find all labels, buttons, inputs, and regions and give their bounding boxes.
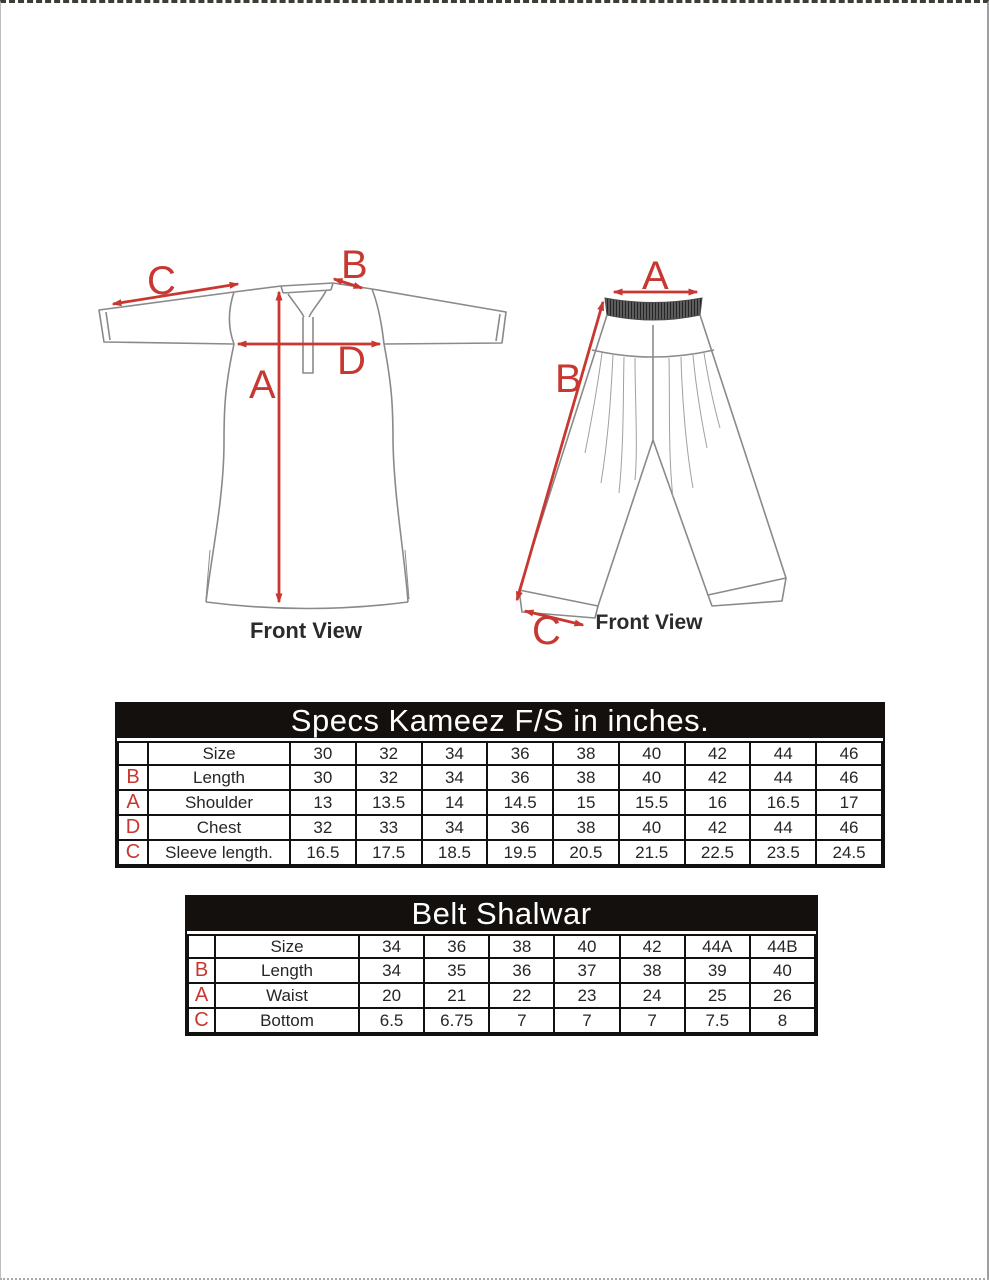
row-letter-cell: B [118, 765, 148, 790]
kameez-label-c: C [147, 259, 176, 303]
value-cell: 14.5 [487, 790, 553, 815]
value-cell: 13.5 [356, 790, 422, 815]
value-cell: 34 [422, 742, 488, 765]
table-row [118, 742, 882, 765]
value-cell: 23.5 [750, 840, 816, 865]
value-cell: 19.5 [487, 840, 553, 865]
kameez-spec-table [115, 702, 885, 868]
value-cell: 16.5 [290, 840, 356, 865]
value-cell: 30 [290, 765, 356, 790]
value-cell: 7.5 [685, 1008, 750, 1033]
kameez-caption: Front View [249, 618, 363, 643]
row-label-cell: Length [215, 958, 359, 983]
kameez-table-grid [117, 741, 883, 866]
value-cell: 25 [685, 983, 750, 1008]
value-cell: 16 [685, 790, 751, 815]
shalwar-label-c: C [532, 609, 561, 653]
table-row [188, 1008, 815, 1033]
value-cell: 26 [750, 983, 815, 1008]
value-cell: 38 [553, 742, 619, 765]
shalwar-elastic-waistband [605, 298, 702, 320]
shalwar-caption: Front View [595, 611, 703, 634]
value-cell: 36 [424, 935, 489, 958]
value-cell: 20.5 [553, 840, 619, 865]
value-cell: 21.5 [619, 840, 685, 865]
value-cell: 7 [554, 1008, 619, 1033]
value-cell: 8 [750, 1008, 815, 1033]
kameez-label-d: D [337, 339, 366, 383]
kameez-front-view-diagram [91, 243, 516, 648]
value-cell: 46 [816, 765, 882, 790]
row-letter-cell: C [188, 1008, 215, 1033]
row-label-cell: Bottom [215, 1008, 359, 1033]
shalwar-label-a: A [642, 254, 669, 298]
row-label-cell: Shoulder [148, 790, 290, 815]
value-cell: 40 [619, 765, 685, 790]
value-cell: 36 [487, 765, 553, 790]
value-cell: 15 [553, 790, 619, 815]
shalwar-arrow-b [517, 302, 603, 600]
value-cell: 6.75 [424, 1008, 489, 1033]
value-cell: 38 [489, 935, 554, 958]
value-cell: 42 [685, 765, 751, 790]
value-cell: 24.5 [816, 840, 882, 865]
row-letter-cell: A [118, 790, 148, 815]
value-cell: 36 [487, 742, 553, 765]
shalwar-table-title: Belt Shalwar [187, 897, 816, 931]
value-cell: 22.5 [685, 840, 751, 865]
table-row [188, 958, 815, 983]
shalwar-label-b: B [555, 357, 582, 401]
table-row [118, 840, 882, 865]
value-cell: 14 [422, 790, 488, 815]
value-cell: 17 [816, 790, 882, 815]
value-cell: 40 [554, 935, 619, 958]
value-cell: 44B [750, 935, 815, 958]
value-cell: 42 [685, 815, 751, 840]
value-cell: 33 [356, 815, 422, 840]
value-cell: 20 [359, 983, 424, 1008]
row-label-cell: Size [215, 935, 359, 958]
shalwar-front-view-diagram [501, 248, 801, 655]
row-letter-cell: A [188, 983, 215, 1008]
value-cell: 40 [619, 815, 685, 840]
kameez-label-a: A [249, 363, 276, 407]
value-cell: 40 [750, 958, 815, 983]
row-label-cell: Sleeve length. [148, 840, 290, 865]
value-cell: 23 [554, 983, 619, 1008]
value-cell: 35 [424, 958, 489, 983]
value-cell: 46 [816, 815, 882, 840]
value-cell: 37 [554, 958, 619, 983]
row-letter-cell [118, 742, 148, 765]
value-cell: 32 [290, 815, 356, 840]
value-cell: 42 [685, 742, 751, 765]
value-cell: 44A [685, 935, 750, 958]
row-label-cell: Waist [215, 983, 359, 1008]
value-cell: 34 [359, 935, 424, 958]
value-cell: 15.5 [619, 790, 685, 815]
value-cell: 46 [816, 742, 882, 765]
value-cell: 44 [750, 765, 816, 790]
row-label-cell: Size [148, 742, 290, 765]
shalwar-spec-table [185, 895, 818, 1036]
row-letter-cell: C [118, 840, 148, 865]
value-cell: 38 [553, 765, 619, 790]
table-row [118, 765, 882, 790]
table-row [118, 790, 882, 815]
value-cell: 18.5 [422, 840, 488, 865]
table-row [188, 935, 815, 958]
value-cell: 22 [489, 983, 554, 1008]
kameez-measure-arrows [113, 279, 380, 602]
value-cell: 34 [422, 765, 488, 790]
value-cell: 34 [422, 815, 488, 840]
row-label-cell: Length [148, 765, 290, 790]
value-cell: 34 [359, 958, 424, 983]
value-cell: 13 [290, 790, 356, 815]
value-cell: 17.5 [356, 840, 422, 865]
row-label-cell: Chest [148, 815, 290, 840]
kameez-label-b: B [341, 243, 368, 287]
value-cell: 38 [620, 958, 685, 983]
value-cell: 21 [424, 983, 489, 1008]
shalwar-table-grid [187, 934, 816, 1034]
value-cell: 30 [290, 742, 356, 765]
value-cell: 32 [356, 765, 422, 790]
value-cell: 6.5 [359, 1008, 424, 1033]
value-cell: 36 [489, 958, 554, 983]
value-cell: 7 [489, 1008, 554, 1033]
row-letter-cell: B [188, 958, 215, 983]
table-row [118, 815, 882, 840]
value-cell: 42 [620, 935, 685, 958]
value-cell: 40 [619, 742, 685, 765]
value-cell: 24 [620, 983, 685, 1008]
value-cell: 7 [620, 1008, 685, 1033]
value-cell: 39 [685, 958, 750, 983]
value-cell: 16.5 [750, 790, 816, 815]
value-cell: 38 [553, 815, 619, 840]
table-row [188, 983, 815, 1008]
kameez-outline [99, 283, 506, 609]
value-cell: 32 [356, 742, 422, 765]
row-letter-cell [188, 935, 215, 958]
kameez-table-title: Specs Kameez F/S in inches. [117, 704, 883, 738]
value-cell: 44 [750, 815, 816, 840]
row-letter-cell: D [118, 815, 148, 840]
value-cell: 44 [750, 742, 816, 765]
value-cell: 36 [487, 815, 553, 840]
